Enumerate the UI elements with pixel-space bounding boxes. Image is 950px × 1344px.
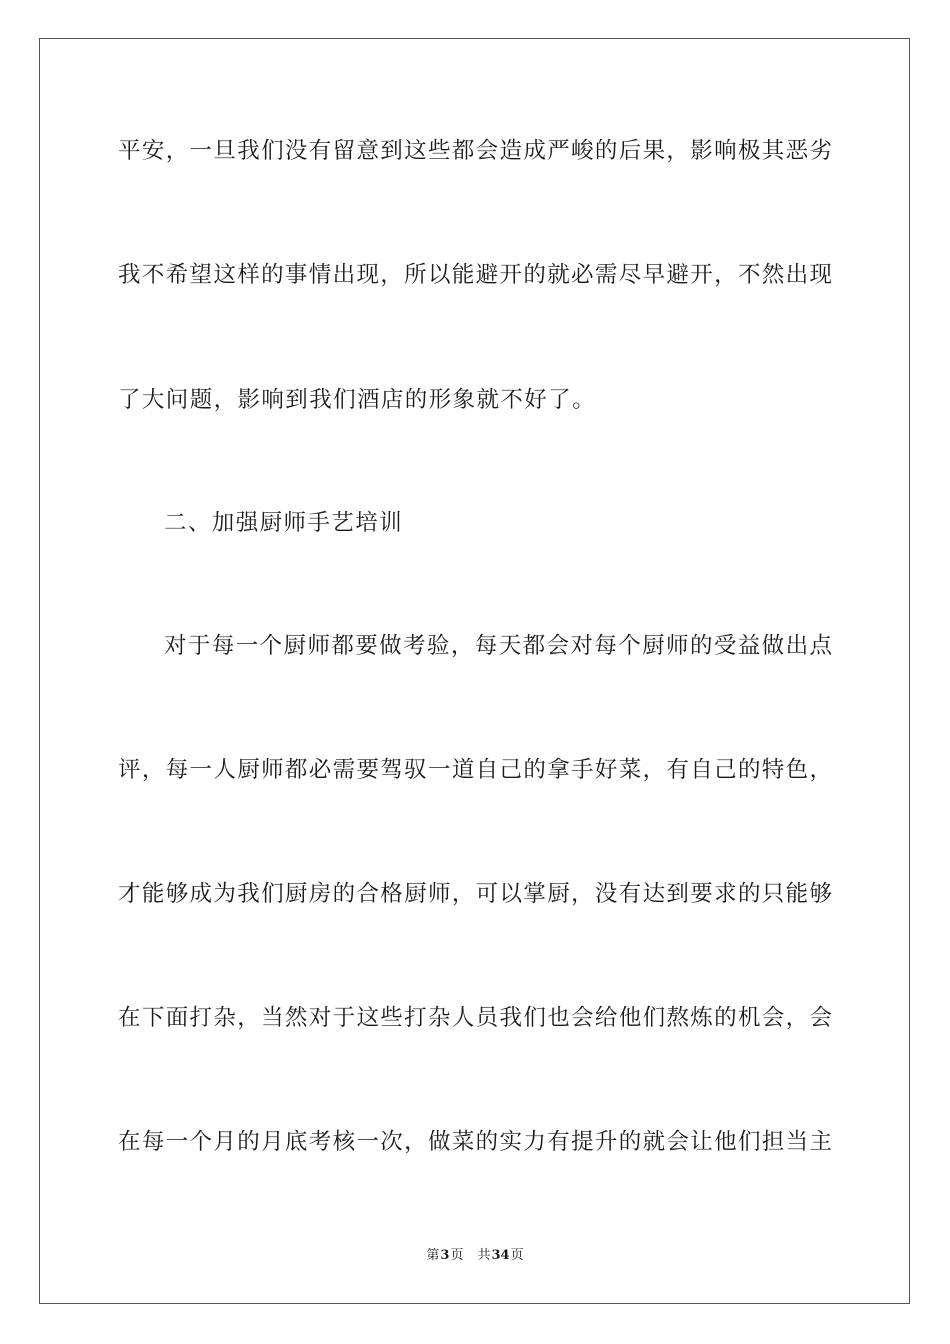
body-text-line-1: 平安，一旦我们没有留意到这些都会造成严峻的后果，影响极其恶劣 (118, 138, 832, 164)
footer-total-pages: 34 (491, 1248, 510, 1263)
body-text-line-5: 对于每一个厨师都要做考验，每天都会对每个厨师的受益做出点 (164, 633, 832, 659)
body-text-line-2: 我不希望这样的事情出现，所以能避开的就必需尽早避开，不然出现 (118, 262, 832, 288)
body-text-line-8: 在下面打杂，当然对于这些打杂人员我们也会给他们熬炼的机会，会 (118, 1005, 832, 1031)
footer-total-prefix: 共 (477, 1248, 491, 1263)
body-text-line-7: 才能够成为我们厨房的合格厨师，可以掌厨，没有达到要求的只能够 (118, 881, 832, 907)
section-heading: 二、加强厨师手艺培训 (164, 510, 404, 536)
footer-page-prefix: 第 (426, 1248, 440, 1263)
footer-total-suffix: 页 (510, 1248, 524, 1263)
body-text-line-9: 在每一个月的月底考核一次，做菜的实力有提升的就会让他们担当主 (118, 1129, 832, 1155)
footer-page-number: 3 (440, 1248, 450, 1263)
footer-page-suffix: 页 (450, 1248, 464, 1263)
body-text-line-3: 了大问题，影响到我们酒店的形象就不好了。 (118, 387, 597, 413)
page-border (39, 38, 910, 1304)
page-footer (0, 1247, 950, 1265)
body-text-line-6: 评，每一人厨师都必需要驾驭一道自己的拿手好菜，有自己的特色， (118, 757, 832, 783)
